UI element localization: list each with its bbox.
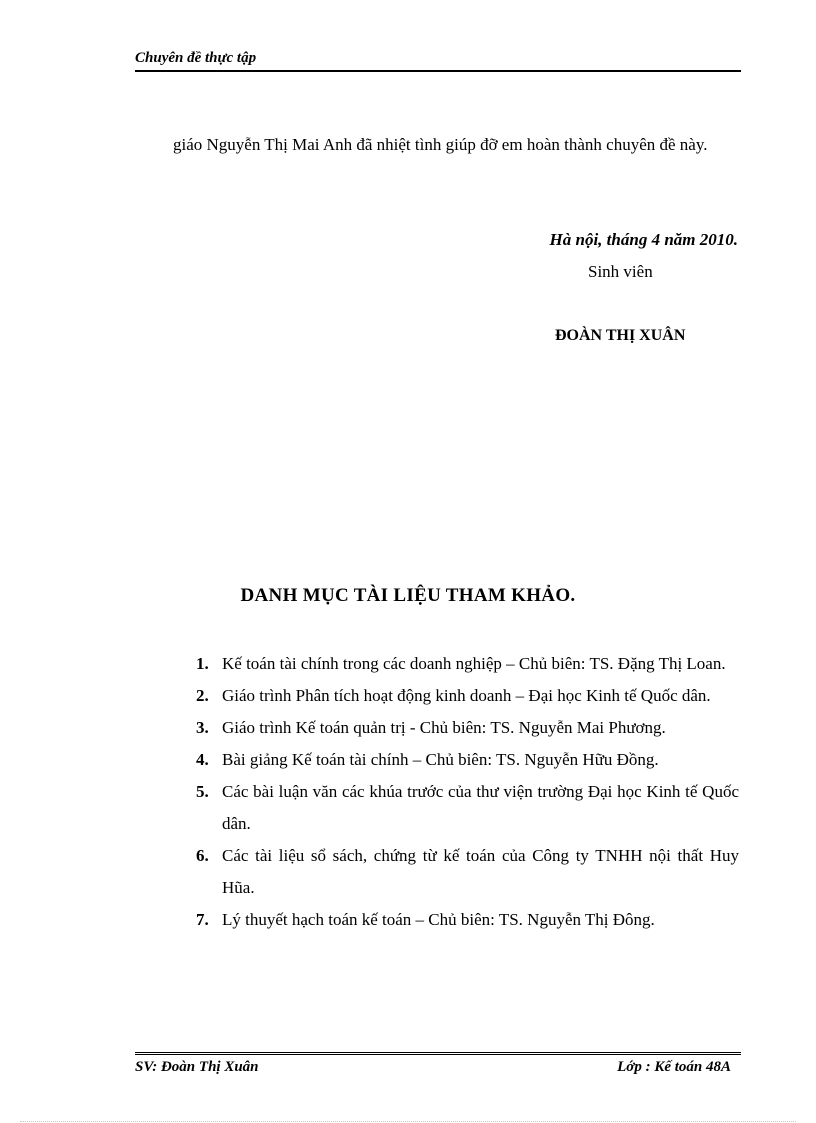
reference-text: Bài giảng Kế toán tài chính – Chủ biên: TS. Nguyễn Hữu Đồng.: [222, 750, 659, 769]
reference-number: 2.: [196, 686, 209, 705]
reference-number: 3.: [196, 718, 209, 737]
reference-item: [196, 712, 739, 744]
student-name: ĐOÀN THỊ XUÂN: [555, 327, 686, 344]
reference-text: Các tài liệu sổ sách, chứng từ kế toán của Công ty TNHH nội thất Huy Hũa.: [222, 846, 739, 897]
reference-number: 1.: [196, 654, 209, 673]
page-header: [135, 48, 741, 72]
reference-item: [196, 776, 739, 840]
reference-item: [196, 680, 739, 712]
footer-class: Lớp : Kế toán 48A: [617, 1059, 731, 1075]
reference-text: Giáo trình Phân tích hoạt động kinh doanh – Đại học Kinh tế Quốc dân.: [222, 686, 711, 705]
footer-row: [135, 1059, 741, 1076]
reference-item: [196, 840, 739, 904]
intro-text: giáo Nguyễn Thị Mai Anh đã nhiệt tình giúp đỡ em hoàn thành chuyên đề này.: [173, 135, 708, 154]
reference-item: [196, 744, 739, 776]
header-title: Chuyên đề thực tập: [135, 50, 257, 66]
references-title: DANH MỤC TÀI LIỆU THAM KHẢO.: [240, 585, 576, 606]
reference-number: 6.: [196, 846, 209, 865]
references-list: [196, 648, 739, 936]
reference-item: [196, 648, 739, 680]
footer-divider: [135, 1052, 741, 1055]
reference-number: 5.: [196, 782, 209, 801]
reference-item: [196, 904, 739, 936]
footer-student: SV: Đoàn Thị Xuân: [135, 1059, 259, 1075]
reference-text: Lý thuyết hạch toán kế toán – Chủ biên: TS. Nguyễn Thị Đông.: [222, 910, 655, 929]
intro-paragraph: [137, 128, 739, 161]
reference-text: Giáo trình Kế toán quản trị - Chủ biên: TS. Nguyễn Mai Phương.: [222, 718, 666, 737]
reference-text: Các bài luận văn các khúa trước của thư viện trường Đại học Kinh tế Quốc dân.: [222, 782, 739, 833]
reference-text: Kế toán tài chính trong các doanh nghiệp – Chủ biên: TS. Đặng Thị Loan.: [222, 654, 726, 673]
page-bottom-edge: [20, 1121, 796, 1122]
closing-date: Hà nội, tháng 4 năm 2010.: [549, 230, 738, 249]
reference-number: 7.: [196, 910, 209, 929]
page-footer: [135, 1052, 741, 1076]
reference-number: 4.: [196, 750, 209, 769]
closing-role: Sinh viên: [588, 262, 653, 281]
